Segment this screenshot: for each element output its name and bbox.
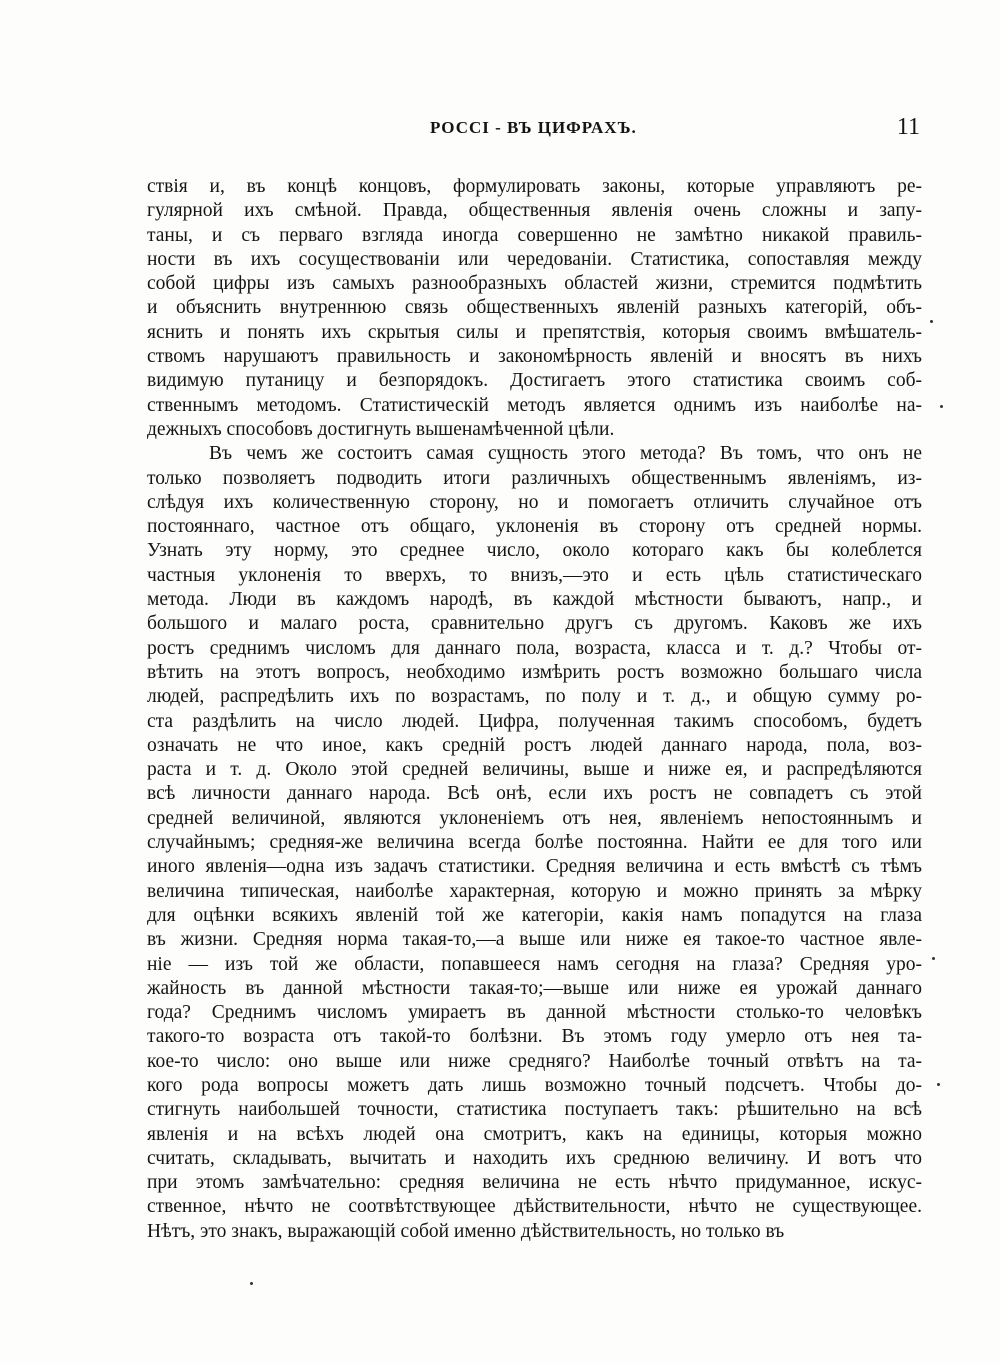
text-line: ростъ среднимъ числомъ для даннаго пола, возраста, класса и т. д.? Чтобы от- xyxy=(147,637,922,659)
text-line: собой цифры изъ самыхъ разнообразныхъ областей жизни, стремится подмѣтить xyxy=(147,273,922,295)
text-line: раста и т. д. Около этой средней величины, выше и ниже ея, и распредѣляются xyxy=(147,759,922,781)
scan-speck xyxy=(932,957,935,960)
text-line: года? Среднимъ числомъ умираетъ въ данной мѣстности столько-то человѣкъ xyxy=(147,1002,922,1024)
text-line: ственное, нѣчто не соотвѣтствующее дѣйствительности, нѣчто не существующее. xyxy=(147,1196,922,1218)
paragraph xyxy=(147,442,922,1244)
text-line: Нѣтъ, это знакъ, выражающій собой именно дѣйствительность, но только въ xyxy=(147,1220,785,1242)
scan-speck xyxy=(250,1282,253,1285)
text-line: означать не что иное, какъ средній ростъ людей даннаго народа, пола, воз- xyxy=(147,734,922,756)
text-line: ніе — изъ той же области, попавшееся намъ сегодня на глаза? Средняя уро- xyxy=(147,953,922,975)
scan-speck xyxy=(930,320,933,323)
text-line: жайность въ данной мѣстности такая-то;—выше или ниже ея урожай даннаго xyxy=(147,977,922,999)
text-line: случайнымъ; средняя-же величина всегда болѣе постоянна. Найти ее для того или xyxy=(147,832,922,854)
text-line: стигнуть наибольшей точности, статистика поступаетъ такъ: рѣшительно на всѣ xyxy=(147,1099,922,1121)
text-line: ственнымъ методомъ. Статистическій методъ является однимъ изъ наиболѣе на- xyxy=(147,394,922,416)
text-line: только позволяетъ подводить итоги различныхъ общественнымъ явленіямъ, из- xyxy=(147,467,922,489)
page-number: 11 xyxy=(896,114,920,140)
body-text xyxy=(147,175,922,1244)
text-line: людей, распредѣлить ихъ по возрастамъ, по полу и т. д., и общую сумму ро- xyxy=(147,686,922,708)
text-line: средней величиной, являются уклоненіемъ отъ нея, явленіемъ непостояннымъ и xyxy=(147,807,922,829)
text-line: кого рода вопросы можетъ дать лишь возможно точный подсчетъ. Чтобы до- xyxy=(147,1074,922,1096)
text-line: ствія и, въ концѣ концовъ, формулировать законы, которые управляютъ ре- xyxy=(147,176,922,197)
text-line: частныя уклоненія то вверхъ, то внизъ,—это и есть цѣль статистическаго xyxy=(147,564,922,586)
text-line: большого и малаго роста, сравнительно другъ съ другомъ. Каковъ же ихъ xyxy=(147,613,922,635)
text-line: гулярной ихъ смѣной. Правда, общественныя явленія очень сложны и запу- xyxy=(147,200,922,222)
text-line: считать, складывать, вычитать и находить ихъ среднюю величину. И вотъ что xyxy=(147,1147,922,1169)
text-line: въ жизни. Средняя норма такая-то,—а выше или ниже ея такое-то частное явле- xyxy=(147,929,922,951)
text-line: ности въ ихъ сосуществованіи или чередованіи. Статистика, сопоставляя между xyxy=(147,248,922,270)
running-title: РОССІ - ВЪ ЦИФРАХЪ. xyxy=(430,118,637,137)
text-line: таны, и съ перваго взгляда иногда совершенно не замѣтно никакой правиль- xyxy=(147,224,922,246)
text-line: Въ чемъ же состоитъ самая сущность этого метода? Въ томъ, что онъ не xyxy=(209,443,922,465)
text-line: и объяснить внутреннюю связь общественныхъ явленій разныхъ категорій, объ- xyxy=(147,297,922,319)
text-line: видимую путаницу и безпорядокъ. Достигаетъ этого статистика своимъ соб- xyxy=(147,370,922,392)
text-line: слѣдуя ихъ количественную сторону, но и помогаетъ отличить случайное отъ xyxy=(147,491,922,513)
running-header xyxy=(140,114,920,144)
text-line: кое-то число: оно выше или ниже средняго? Наиболѣе точный отвѣтъ на та- xyxy=(147,1050,922,1072)
text-line: при этомъ замѣчательно: средняя величина не есть нѣчто придуманное, искус- xyxy=(147,1172,922,1194)
text-line: для оцѣнки всякихъ явленій той же категоріи, какія намъ попадутся на глаза xyxy=(147,904,922,926)
text-line: яснить и понять ихъ скрытыя силы и препятствія, которыя своимъ вмѣшатель- xyxy=(147,321,922,343)
text-line: Узнать эту норму, это среднее число, около котораго какъ бы колеблется xyxy=(147,540,922,562)
text-line: величина типическая, наиболѣе характерная, которую и можно принять за мѣрку xyxy=(147,880,922,902)
text-line: вѣтить на этотъ вопросъ, необходимо измѣрить ростъ возможно большаго числа xyxy=(147,661,922,683)
text-line: ствомъ нарушаютъ правильность и закономѣрность явленій и вносятъ въ нихъ xyxy=(147,346,922,368)
text-line: метода. Люди въ каждомъ народѣ, въ каждой мѣстности бываютъ, напр., и xyxy=(147,589,922,611)
text-line: явленія и на всѣхъ людей она смотритъ, какъ на единицы, которыя можно xyxy=(147,1123,922,1145)
text-line: постояннаго, частное отъ общаго, уклоненія въ сторону отъ средней нормы. xyxy=(147,516,922,538)
text-line: дежныхъ способовъ достигнуть вышенамѣченной цѣли. xyxy=(147,418,615,440)
paragraph xyxy=(147,175,922,442)
scan-speck xyxy=(937,1083,940,1086)
text-line: такого-то возраста отъ такой-то болѣзни. Въ этомъ году умерло отъ нея та- xyxy=(147,1026,922,1048)
text-line: иного явленія—одна изъ задачъ статистики. Средняя величина и есть вмѣстѣ съ тѣмъ xyxy=(147,856,922,878)
scan-speck xyxy=(940,405,943,408)
text-line: всѣ личности даннаго народа. Всѣ онѣ, если ихъ ростъ не совпадетъ съ этой xyxy=(147,783,922,805)
text-line: ста раздѣлить на число людей. Цифра, полученная такимъ способомъ, будетъ xyxy=(147,710,922,732)
